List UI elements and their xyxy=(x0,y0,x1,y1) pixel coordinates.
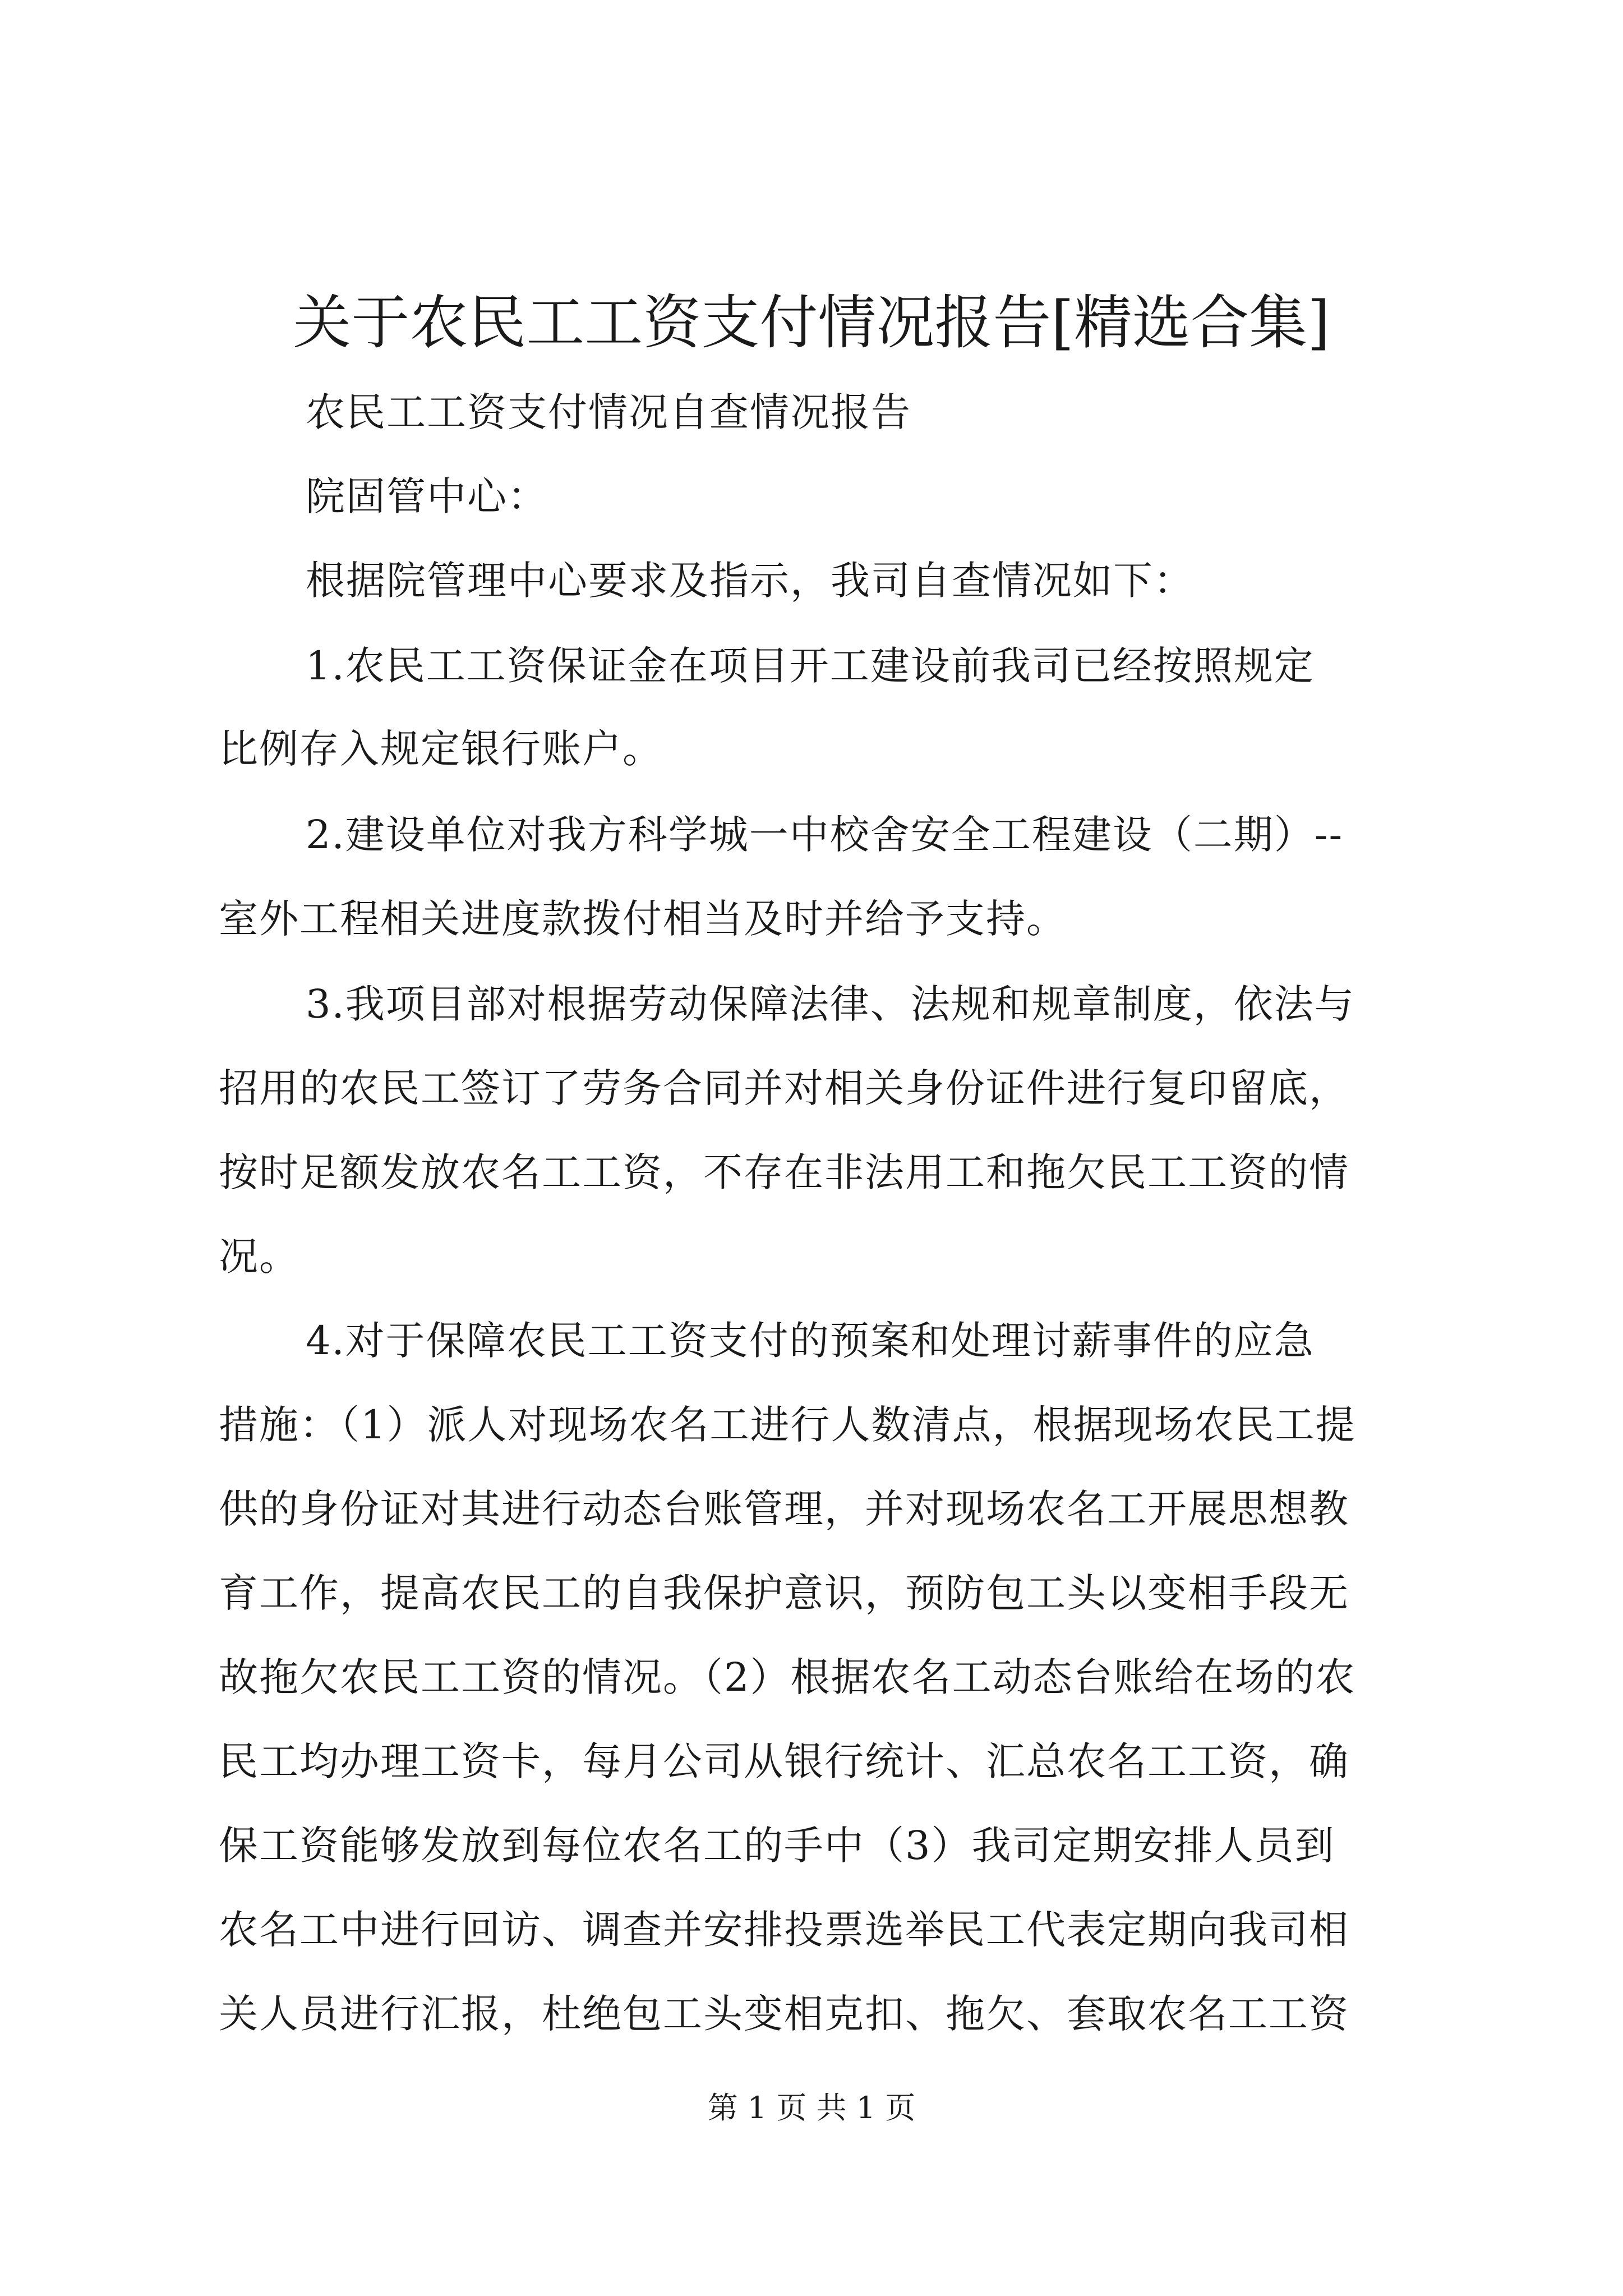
item-4-line-7: 保工资能够发放到每位农名工的手中（3）我司定期安排人员到 xyxy=(219,1823,1335,1869)
item-4-line-4: 育工作，提高农民工的自我保护意识，预防包工头以变相手段无 xyxy=(219,1570,1349,1616)
document-title: 关于农民工工资支付情况报告[精选合集] xyxy=(293,288,1330,357)
item-3-line-3: 按时足额发放农名工工资，不存在非法用工和拖欠民工工资的情 xyxy=(219,1149,1349,1195)
item-2-line-2: 室外工程相关进度款拨付相当及时并给予支持。 xyxy=(219,896,1067,942)
item-4-line-6: 民工均办理工资卡，每月公司从银行统计、汇总农名工工资，确 xyxy=(219,1738,1349,1784)
item-3-line-2: 招用的农民工签订了劳务合同并对相关身份证件进行复印留底， xyxy=(219,1065,1349,1111)
item-4-line-3: 供的身份证对其进行动态台账管理，并对现场农名工开展思想教 xyxy=(219,1486,1349,1532)
item-2-line-1: 2.建设单位对我方科学城一中校舍安全工程建设（二期）-- xyxy=(306,812,1344,858)
intro-line: 根据院管理中心要求及指示，我司自查情况如下： xyxy=(306,558,1194,604)
item-3-line-1: 3.我项目部对根据劳动保障法律、法规和规章制度，依法与 xyxy=(306,981,1355,1027)
item-4-line-9: 关人员进行汇报，杜绝包工头变相克扣、拖欠、套取农名工工资 xyxy=(219,1991,1349,2037)
item-4-line-5: 故拖欠农民工工资的情况。（2）根据农名工动态台账给在场的农 xyxy=(219,1654,1356,1700)
subtitle-line: 农民工工资支付情况自查情况报告 xyxy=(306,389,911,435)
item-4-line-2: 措施：（1）派人对现场农名工进行人数清点，根据现场农民工提 xyxy=(219,1402,1356,1448)
salutation-line: 院固管中心： xyxy=(306,473,548,519)
item-4-line-8: 农名工中进行回访、调查并安排投票选举民工代表定期向我司相 xyxy=(219,1907,1349,1953)
page-number-footer: 第 1 页 共 1 页 xyxy=(707,2090,916,2125)
item-3-line-4: 况。 xyxy=(219,1234,299,1280)
item-1-line-2: 比例存入规定银行账户。 xyxy=(219,726,663,772)
item-4-line-1: 4.对于保障农民工工资支付的预案和处理讨薪事件的应急 xyxy=(306,1318,1315,1364)
item-1-line-1: 1.农民工工资保证金在项目开工建设前我司已经按照规定 xyxy=(306,643,1315,689)
